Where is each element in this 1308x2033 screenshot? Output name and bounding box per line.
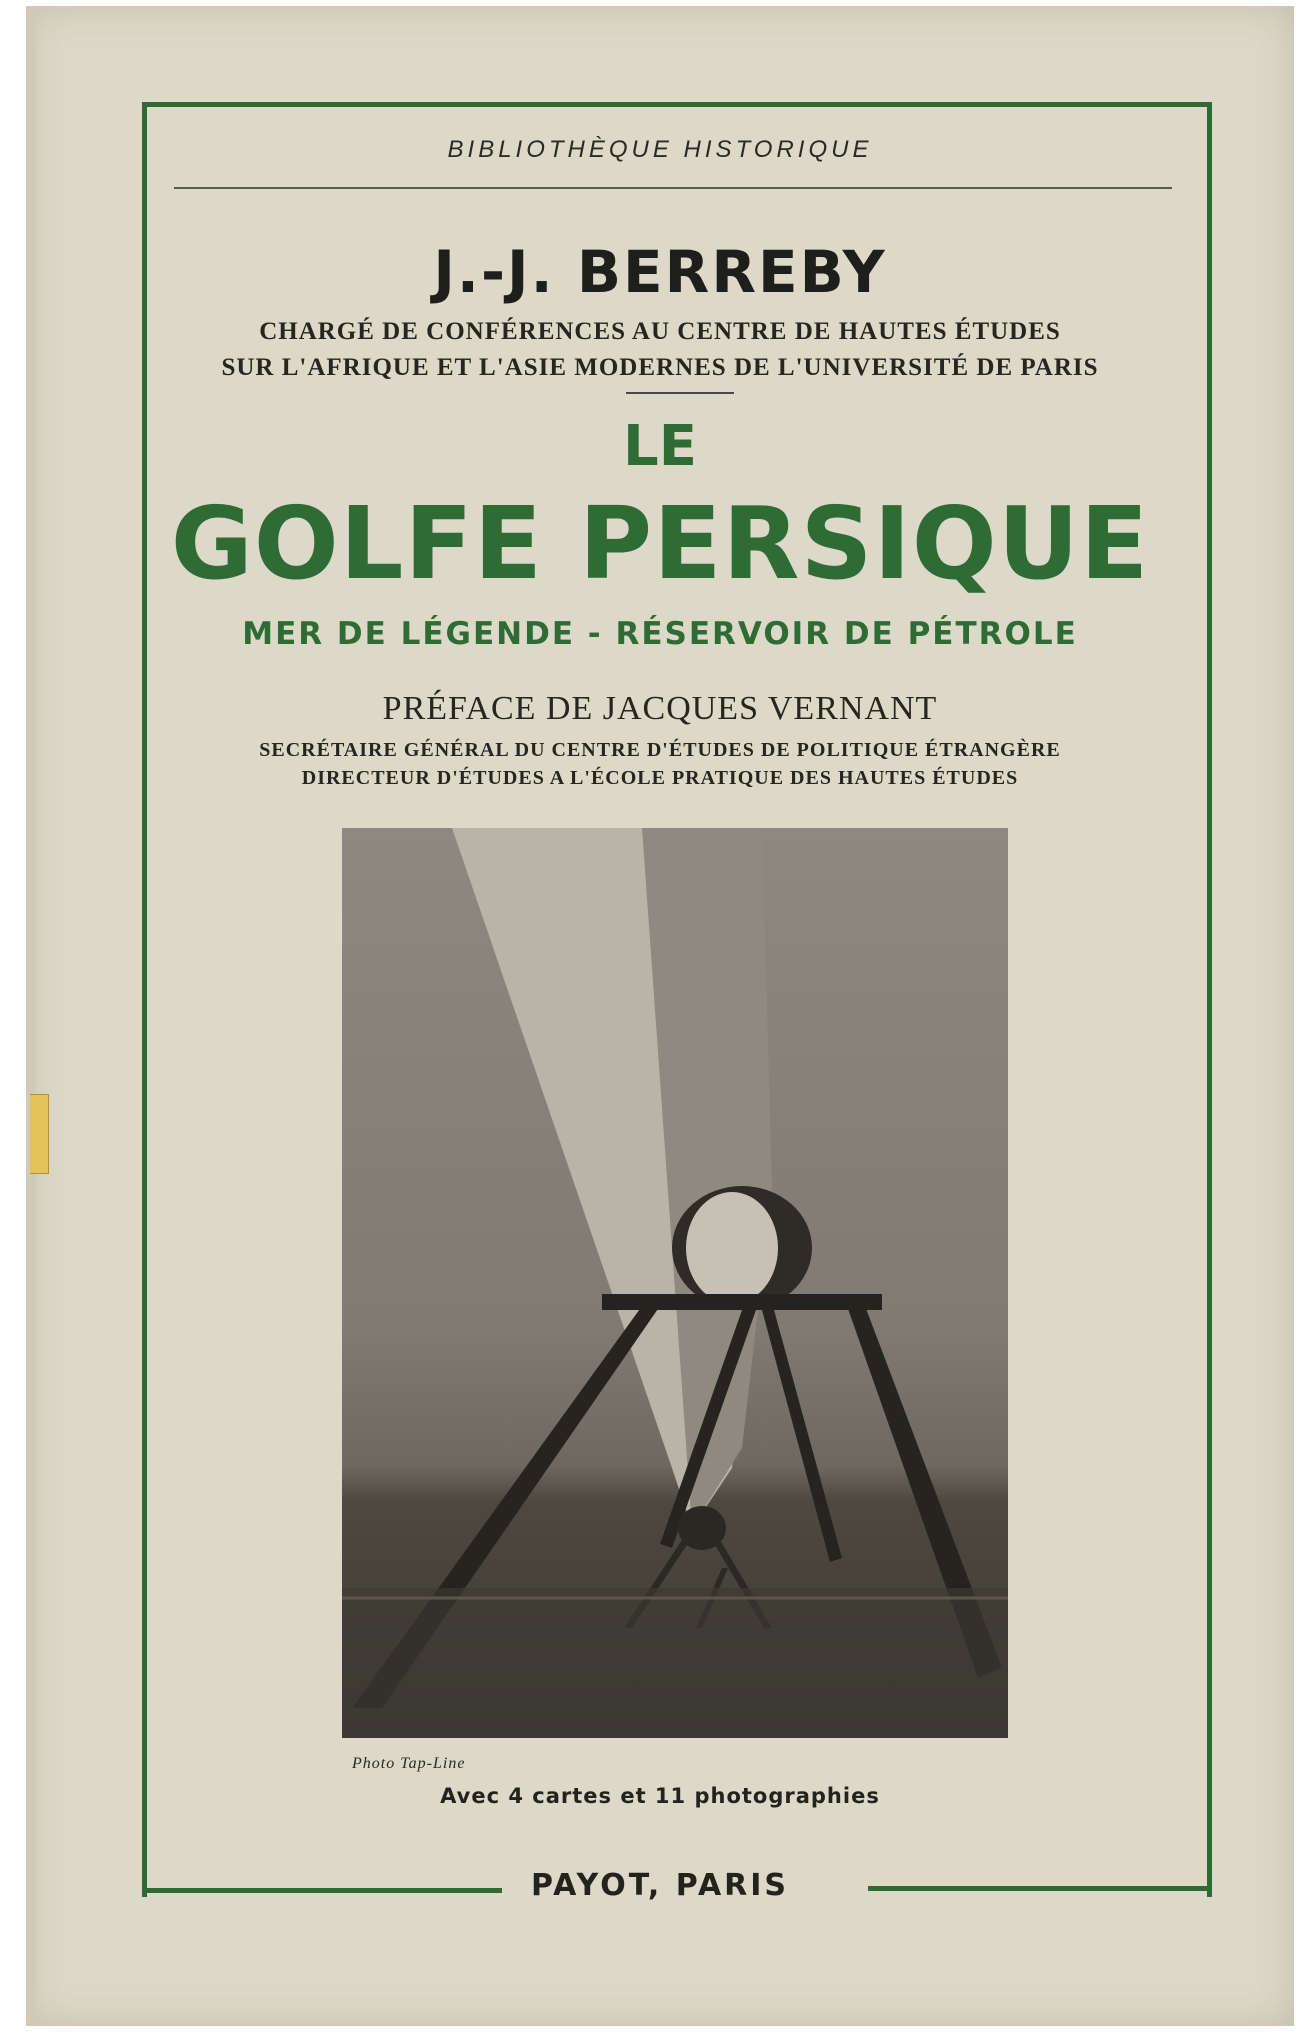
preface-author: PRÉFACE DE JACQUES VERNANT <box>382 690 938 727</box>
author-credentials <box>26 314 1294 386</box>
contents-note: Avec 4 cartes et 11 photographies <box>440 1784 880 1808</box>
book-title: GOLFE PERSIQUE <box>170 485 1150 602</box>
bookmark-tab <box>30 1094 49 1174</box>
book-cover <box>26 6 1294 2026</box>
preface-credential-line: SECRÉTAIRE GÉNÉRAL DU CENTRE D'ÉTUDES DE POLITIQUE ÉTRANGÈRE <box>259 739 1061 761</box>
title-divider <box>626 392 734 394</box>
pipeline-photo-drawing <box>342 828 1008 1738</box>
publisher: PAYOT, PARIS <box>530 1868 790 1903</box>
author-credential-line: CHARGÉ DE CONFÉRENCES AU CENTRE DE HAUTES ÉTUDES <box>259 318 1061 345</box>
cover-photo <box>342 828 1008 1738</box>
preface-credentials <box>26 736 1294 792</box>
author-name: J.-J. BERREBY <box>433 238 887 306</box>
series-name: BIBLIOTHÈQUE HISTORIQUE <box>447 136 873 163</box>
book-subtitle: MER DE LÉGENDE - RÉSERVOIR DE PÉTROLE <box>242 616 1078 652</box>
author-credential-line: SUR L'AFRIQUE ET L'ASIE MODERNES DE L'UNIVERSITÉ DE PARIS <box>221 354 1099 381</box>
series-divider <box>174 187 1172 189</box>
cover-edge <box>26 6 36 2026</box>
title-article: LE <box>623 414 697 479</box>
preface-credential-line: DIRECTEUR D'ÉTUDES A L'ÉCOLE PRATIQUE DES HAUTES ÉTUDES <box>301 767 1019 789</box>
photo-credit: Photo Tap-Line <box>352 1755 466 1772</box>
